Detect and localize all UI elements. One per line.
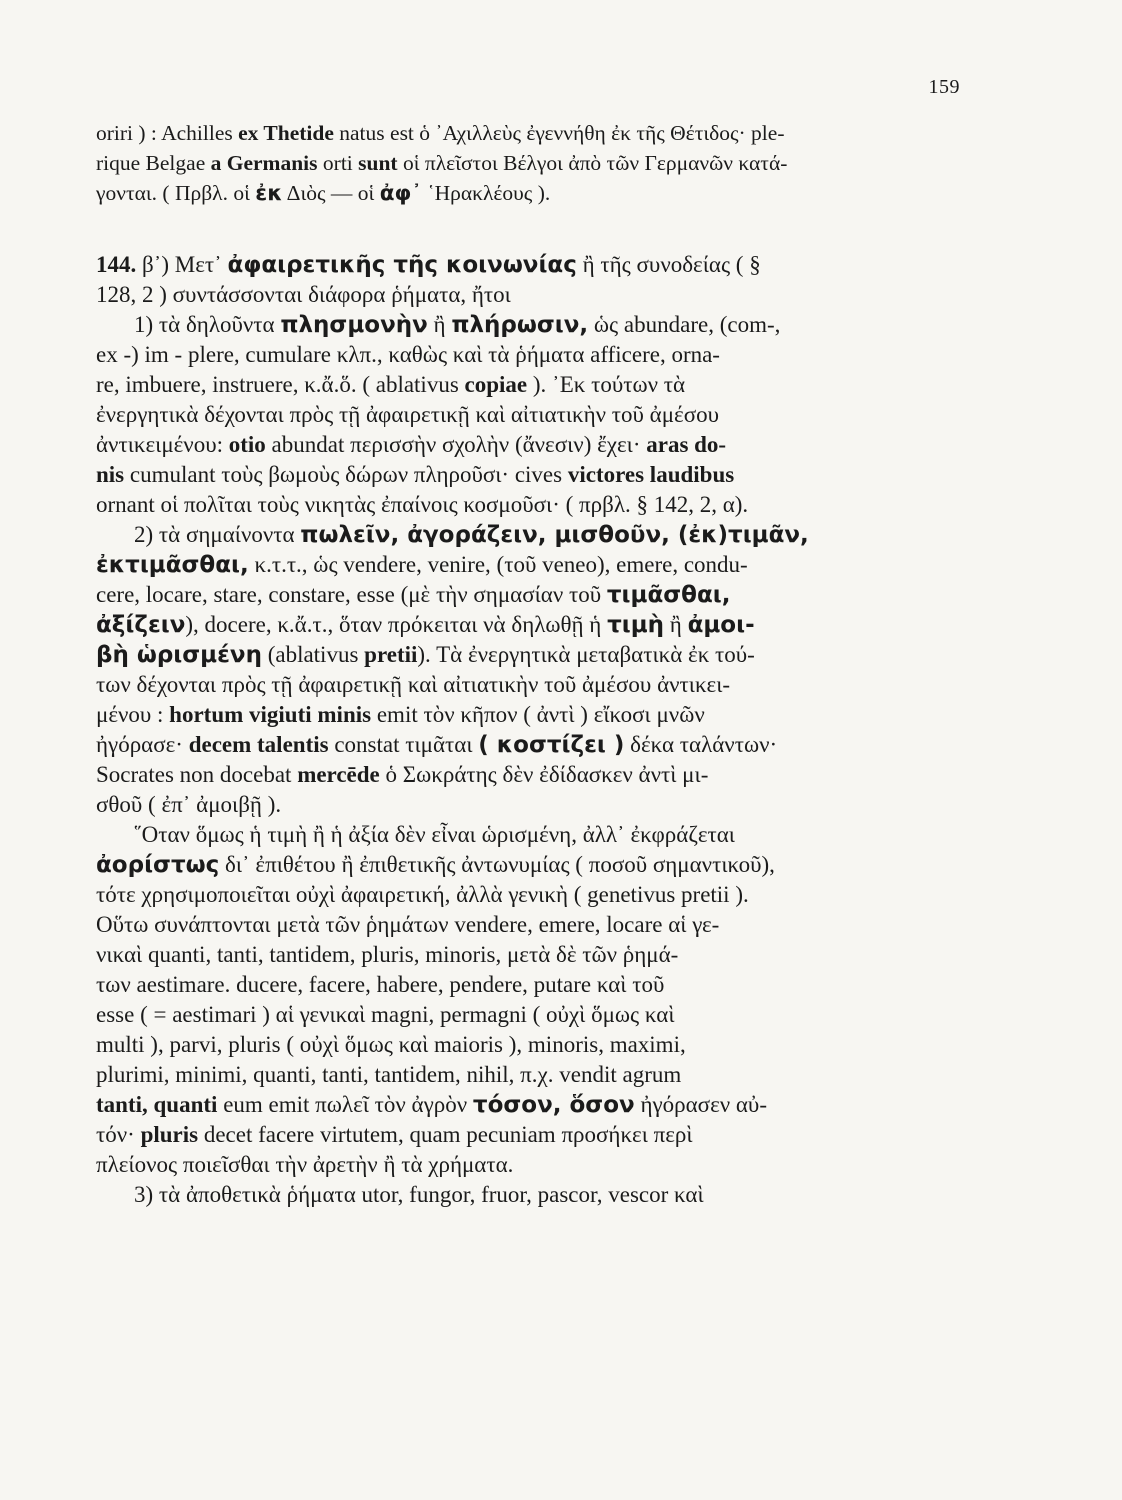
bold-term: ἀμοι-	[687, 612, 755, 638]
bold-term: τιμᾶσθαι,	[606, 582, 731, 608]
text-segment: ex -) im - plere, cumulare κλπ., καθὼς καὶ τὰ ῥήματα afficere, orna-	[96, 342, 720, 367]
bold-term: ἐκτιμᾶσθαι,	[96, 552, 249, 578]
page-number: 159	[928, 76, 960, 98]
text-segment: ), docere, κ.ἄ.τ., ὅταν πρόκειται νὰ δηλωθῇ ἡ	[185, 612, 608, 637]
text-segment: ἀντικειμένου:	[96, 432, 229, 457]
text-segment: Οὕτω συνάπτονται μετὰ τῶν ῥημάτων vendere, emere, locare αἱ γε-	[96, 912, 720, 937]
text-line	[96, 640, 964, 670]
text-segment: rique Belgae	[96, 151, 211, 175]
text-line	[96, 610, 964, 640]
text-line	[96, 1060, 964, 1090]
text-line	[96, 850, 964, 880]
bold-term: ex Thetide	[238, 121, 334, 145]
text-segment: ὁ Σωκράτης δὲν ἐδίδασκεν ἀντὶ μι-	[379, 762, 709, 787]
text-segment: οἱ πλεῖστοι Βέλγοι ἀπὸ τῶν Γερμανῶν κατά-	[397, 151, 788, 175]
text-segment: ὡς abundare, (com-,	[588, 312, 781, 337]
text-segment: σθοῦ ( ἐπ᾽ ἀμοιβῇ ).	[96, 792, 282, 817]
text-segment: emit τὸν κῆπον ( ἀντὶ ) εἴκοσι μνῶν	[371, 702, 705, 727]
bold-term: πλησμονὴν	[280, 312, 428, 338]
text-segment: cumulant τοὺς βωμοὺς δώρων πληροῦσι· cives	[124, 462, 568, 487]
text-segment: decet facere virtutem, quam pecuniam προσήκει περὶ	[198, 1122, 693, 1147]
text-segment: natus est ὁ ᾿Αχιλλεὺς ἐγεννήθη ἐκ τῆς Θέτιδος· ple-	[333, 121, 785, 145]
bold-term: sunt	[358, 151, 398, 175]
text-segment: κ.τ.τ., ὡς vendere, venire, (τοῦ veneo), emere, condu-	[248, 552, 748, 577]
text-line	[96, 910, 964, 940]
text-segment: abundat περισσὴν σχολὴν (ἄνεσιν) ἔχει·	[265, 432, 647, 457]
text-line	[96, 340, 964, 370]
bold-term: decem talentis	[188, 732, 329, 757]
text-segment: Διὸς — οἱ	[282, 181, 380, 205]
bold-term: ἀξίζειν	[96, 612, 186, 638]
bold-term: victores laudibus	[567, 462, 735, 487]
text-line	[96, 790, 964, 820]
text-segment: ἠγόρασε·	[96, 732, 189, 757]
bold-term: pretii	[364, 642, 418, 667]
text-line	[96, 880, 964, 910]
text-segment: ἢ τῆς συνοδείας ( §	[576, 252, 761, 277]
text-line	[96, 460, 964, 490]
text-segment: των δέχονται πρὸς τῇ ἀφαιρετικῇ καὶ αἰτιατικὴν τοῦ ἀμέσου ἀντικει-	[96, 672, 731, 697]
bold-term: tanti, quanti	[96, 1092, 218, 1117]
bold-term: a Germanis	[210, 151, 318, 175]
text-line	[96, 178, 964, 208]
text-line	[96, 1150, 964, 1180]
text-line	[96, 760, 964, 790]
text-line	[96, 520, 964, 550]
text-line	[96, 1180, 964, 1210]
text-segment: 1) τὰ δηλοῦντα	[134, 312, 281, 337]
text-line	[96, 820, 964, 850]
text-segment: oriri ) : Achilles	[96, 121, 239, 145]
bold-term: ἀφ᾽	[379, 181, 423, 206]
text-segment: β᾽) Μετ᾽	[136, 252, 228, 277]
text-line	[96, 1030, 964, 1060]
text-segment: των aestimare. ducere, facere, habere, pendere, putare καὶ τοῦ	[96, 972, 665, 997]
text-segment: ). Τὰ ἐνεργητικὰ μεταβατικὰ ἐκ τού-	[417, 642, 755, 667]
text-line	[96, 280, 964, 310]
text-line	[96, 940, 964, 970]
text-line	[96, 730, 964, 760]
text-segment: eum emit πωλεῖ τὸν ἀγρὸν	[217, 1092, 473, 1117]
bold-term: hortum vigiuti minis	[169, 702, 372, 727]
bold-term: nis	[96, 462, 125, 487]
text-segment: γονται. ( Πρβλ. οἱ	[96, 181, 256, 205]
bold-term: τιμὴ	[607, 612, 665, 638]
text-line	[96, 1090, 964, 1120]
text-segment: esse ( = aestimari ) αἱ γενικαὶ magni, permagni ( οὐχὶ ὅμως καὶ	[96, 1002, 675, 1027]
bold-term: ( κοστίζει )	[478, 732, 625, 758]
text-segment: νικαὶ quanti, tanti, tantidem, pluris, minoris, μετὰ δὲ τῶν ῥημά-	[96, 942, 679, 967]
text-segment: ῞Οταν ὅμως ἡ τιμὴ ἢ ἡ ἀξία δὲν εἶναι ὡρισμένη, ἀλλ᾽ ἐκφράζεται	[134, 822, 735, 847]
text-segment: plurimi, minimi, quanti, tanti, tantidem, nihil, π.χ. vendit agrum	[96, 1062, 682, 1087]
text-line	[96, 430, 964, 460]
bold-term: mercēde	[297, 762, 380, 787]
text-line	[96, 490, 964, 520]
text-line	[96, 400, 964, 430]
bold-term: copiae	[464, 372, 528, 397]
text-segment: τότε χρησιμοποιεῖται οὐχὶ ἀφαιρετική, ἀλλὰ γενικὴ ( genetivus pretii ).	[96, 882, 749, 907]
text-segment: ἢ	[427, 312, 452, 337]
text-segment: ). ᾿Εκ τούτων τὰ	[527, 372, 686, 397]
text-segment: δι᾽ ἐπιθέτου ἢ ἐπιθετικῆς ἀντωνυμίας ( ποσοῦ σημαντικοῦ),	[219, 852, 775, 877]
body-text	[96, 118, 964, 1210]
text-segment: ornant οἱ πολῖται τοὺς νικητὰς ἐπαίνοις κοσμοῦσι· ( πρβλ. § 142, 2, α).	[96, 492, 749, 517]
text-segment: multi ), parvi, pluris ( οὐχὶ ὅμως καὶ maioris ), minoris, maximi,	[96, 1032, 686, 1057]
bold-term: ἀορίστως	[96, 852, 220, 878]
text-line	[96, 970, 964, 1000]
text-segment: ἐνεργητικὰ δέχονται πρὸς τῇ ἀφαιρετικῇ καὶ αἰτιατικὴν τοῦ ἀμέσου	[96, 402, 719, 427]
text-segment: πλείονος ποιεῖσθαι τὴν ἀρετὴν ἢ τὰ χρήματα.	[96, 1152, 514, 1177]
text-segment: 2) τὰ σημαίνοντα	[134, 522, 301, 547]
text-line	[96, 148, 964, 178]
text-line	[96, 670, 964, 700]
text-segment: δέκα ταλάντων·	[624, 732, 778, 757]
text-line	[96, 310, 964, 340]
text-segment: ἠγόρασεν αὐ-	[634, 1092, 767, 1117]
text-segment: re, imbuere, instruere, κ.ἄ.ὅ. ( ablativus	[96, 372, 465, 397]
bold-term: aras do-	[646, 432, 727, 457]
text-segment: orti	[317, 151, 359, 175]
text-line	[96, 1120, 964, 1150]
text-line	[96, 118, 964, 148]
text-line	[96, 370, 964, 400]
text-line	[96, 580, 964, 610]
text-segment: ἢ	[664, 612, 688, 637]
text-segment: cere, locare, stare, constare, esse (μὲ τὴν σημασίαν τοῦ	[96, 582, 607, 607]
bold-term: otio	[228, 432, 266, 457]
text-line	[96, 550, 964, 580]
text-segment: ῾Ηρακλέους ).	[422, 181, 551, 205]
text-segment: μένου :	[96, 702, 170, 727]
bold-term: ἀφαιρετικῆς τῆς κοινωνίας	[227, 252, 577, 278]
paragraph-gap	[96, 208, 964, 250]
bold-term: 144.	[96, 252, 137, 277]
bold-term: τόσον, ὅσον	[472, 1092, 635, 1118]
text-segment: 3) τὰ ἀποθετικὰ ῥήματα utor, fungor, fruor, pascor, vescor καὶ	[134, 1182, 704, 1207]
text-segment: τόν·	[96, 1122, 141, 1147]
text-line	[96, 250, 964, 280]
bold-term: βὴ ὡρισμένη	[96, 642, 262, 668]
text-segment: Socrates non docebat	[96, 762, 298, 787]
text-segment: constat τιμᾶται	[328, 732, 479, 757]
text-line	[96, 1000, 964, 1030]
bold-term: πλήρωσιν,	[451, 312, 589, 338]
text-line	[96, 700, 964, 730]
bold-term: pluris	[140, 1122, 199, 1147]
text-segment: 128, 2 ) συντάσσονται διάφορα ῥήματα, ἤτοι	[96, 282, 511, 307]
bold-term: ἐκ	[255, 181, 283, 206]
bold-term: πωλεῖν, ἀγοράζειν, μισθοῦν, (ἐκ)τιμᾶν,	[300, 522, 809, 548]
text-segment: (ablativus	[261, 642, 365, 667]
